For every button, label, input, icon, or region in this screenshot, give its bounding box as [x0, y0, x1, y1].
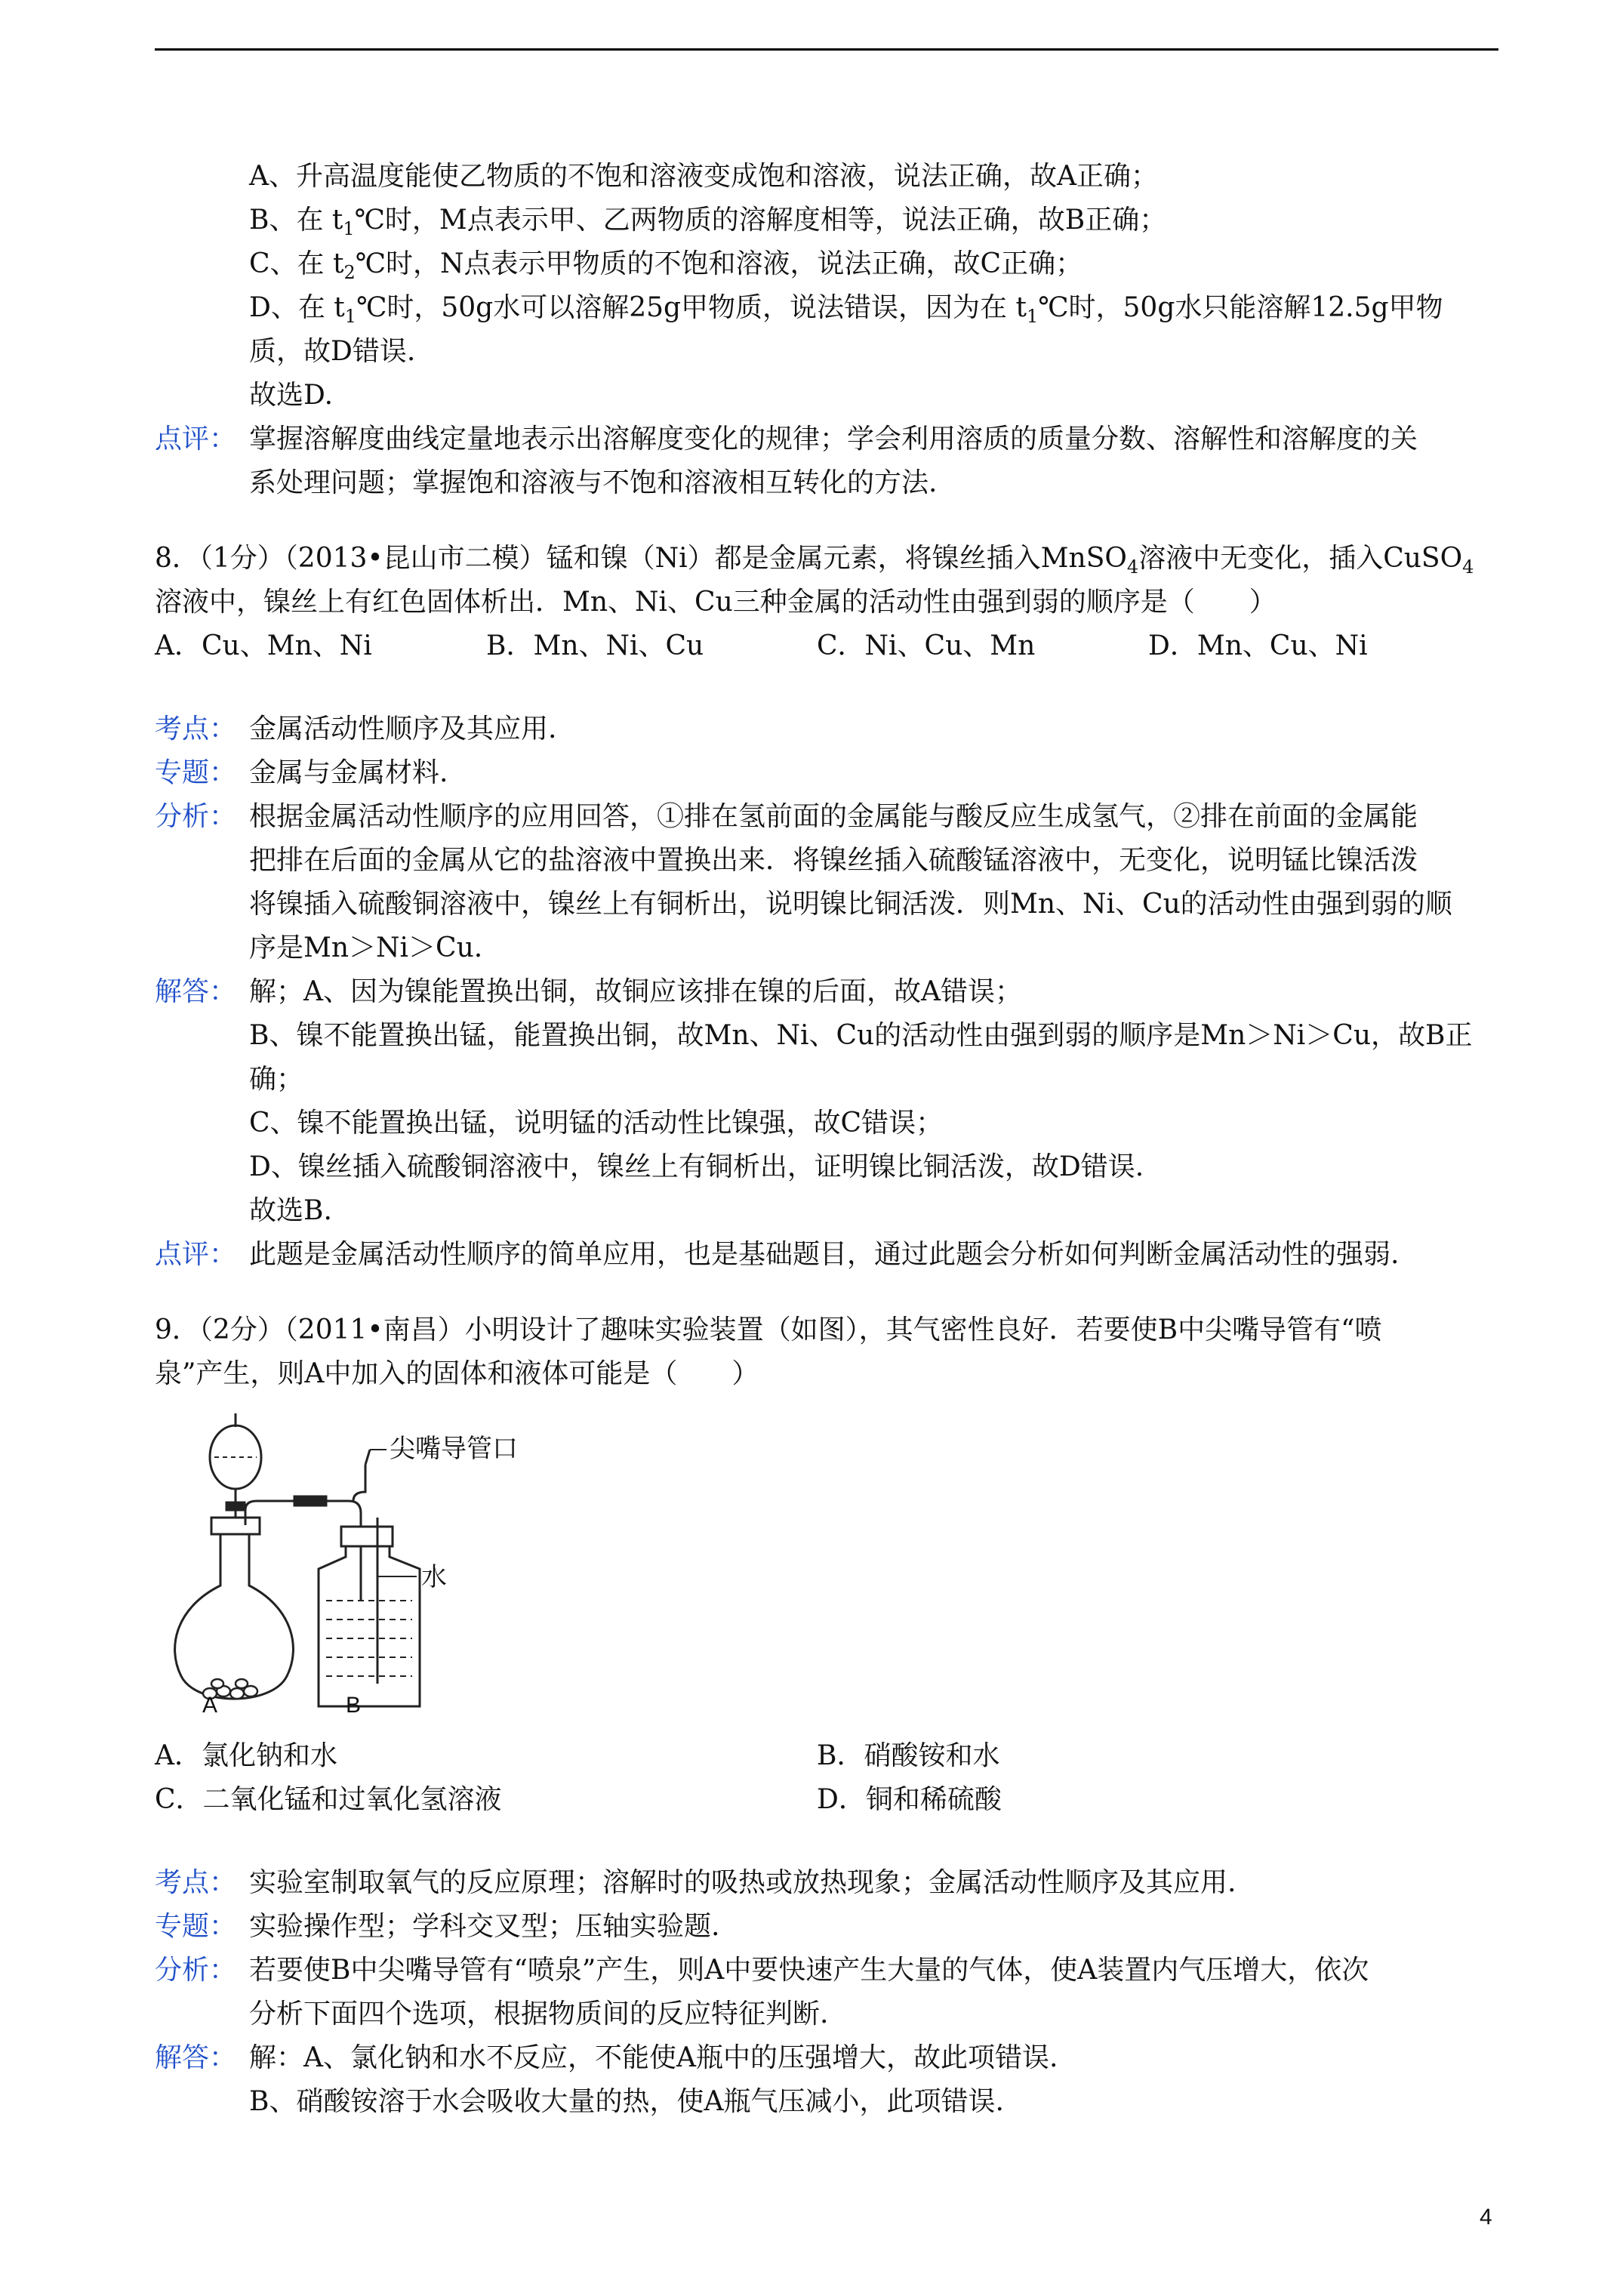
solution-line-d-cont: 质，故D错误.	[249, 336, 416, 367]
solution-line-c: C、在 $t_2℃$时，N点表示甲物质的不饱和溶液，说法正确，故C正确；	[249, 248, 1083, 283]
q9-jieda-label: 解答：	[155, 2042, 237, 2073]
q9-zhuanti: 实验操作型；学科交叉型；压轴实验题.	[249, 1911, 720, 1942]
solution-line-a: A、升高温度能使乙物质的不饱和溶液变成饱和溶液，说法正确，故A正确；	[249, 161, 1158, 192]
header-rule	[155, 48, 1498, 51]
q9-option-a: A．氯化钠和水	[155, 1740, 337, 1771]
solution-choice: 故选D.	[249, 380, 334, 411]
q8-stem-line-1: 8．（1分）（2013•昆山市二模）锰和镍（Ni）都是金属元素，将镍丝插入MnSO$_4$溶液中无变化，插入CuSO$_4$	[155, 543, 1474, 578]
label-b: B	[346, 1693, 362, 1718]
nozzle-label: 尖嘴导管口	[390, 1435, 518, 1463]
q8-jieda-line: 解；A、因为镍能置换出铜，故铜应该排在镍的后面，故A错误；	[249, 976, 1022, 1007]
water-label: 水	[421, 1563, 447, 1592]
q8-jieda-label: 解答：	[155, 976, 237, 1007]
q8-zhuanti: 金属与金属材料.	[249, 757, 448, 788]
round-bottom-flask	[175, 1534, 294, 1699]
q8-fenxi-line: 把排在后面的金属从它的盐溶液中置换出来．将镍丝插入硫酸锰溶液中，无变化，说明锰比镍活泼	[249, 845, 1418, 876]
water-in-bottle	[326, 1601, 412, 1676]
comment-line-2: 系处理问题；掌握饱和溶液与不饱和溶液相互转化的方法.	[249, 467, 938, 498]
comment-label: 点评：	[155, 424, 237, 455]
page-number: 4	[1480, 2205, 1492, 2230]
q9-fenxi-label: 分析：	[155, 1955, 237, 1986]
q9-option-c: C．二氧化锰和过氧化氢溶液	[155, 1784, 502, 1815]
flask-stopper	[211, 1518, 260, 1534]
q8-jieda-line: C、镍不能置换出锰，说明锰的活动性比镍强，故C错误；	[249, 1108, 944, 1139]
q9-stem-line-2: 泉”产生，则A中加入的固体和液体可能是（ ）	[155, 1358, 759, 1389]
q8-fenxi-line: 根据金属活动性顺序的应用回答，①排在氢前面的金属能与酸反应生成氢气，②排在前面的金属能	[249, 801, 1418, 832]
q8-option-b: B．Mn、Ni、Cu	[486, 630, 704, 661]
q8-option-d: D．Mn、Cu、Ni	[1148, 630, 1368, 661]
bottle-b	[319, 1546, 420, 1706]
q8-fenxi-line: 序是Mn＞Ni＞Cu.	[249, 932, 483, 963]
q8-option-a: A．Cu、Mn、Ni	[155, 630, 372, 661]
q8-dianping-label: 点评：	[155, 1239, 237, 1270]
q8-jieda-line: 确；	[249, 1064, 304, 1095]
fountain-apparatus-figure	[151, 1404, 544, 1721]
solution-line-b: B、在 $t_1℃$时，M点表示甲、乙两物质的溶解度相等，说法正确，故B正确；	[249, 205, 1167, 239]
q9-zhuanti-label: 专题：	[155, 1911, 237, 1942]
q9-option-d: D．铜和稀硫酸	[817, 1784, 1002, 1815]
bottle-stopper	[341, 1527, 393, 1546]
q9-kaodian-label: 考点：	[155, 1867, 237, 1898]
q9-fenxi-line: 分析下面四个选项，根据物质间的反应特征判断.	[249, 1999, 829, 2029]
q8-dianping: 此题是金属活动性顺序的简单应用，也是基础题目，通过此题会分析如何判断金属活动性的强弱.	[249, 1239, 1400, 1270]
solution-line-d: D、在 $t_1℃$时，50g水可以溶解25g甲物质，说法错误，因为在 $t_1℃$时，50g水只能溶解12.5g甲物	[249, 292, 1443, 327]
q8-option-c: C．Ni、Cu、Mn	[817, 630, 1036, 661]
q8-stem-line-2: 溶液中，镍丝上有红色固体析出．Mn、Ni、Cu三种金属的活动性由强到弱的顺序是（ ）	[155, 587, 1277, 618]
q8-jieda-line: D、镍丝插入硫酸铜溶液中，镍丝上有铜析出，证明镍比铜活泼，故D错误.	[249, 1151, 1144, 1182]
q9-jieda-line: B、硝酸铵溶于水会吸收大量的热，使A瓶气压减小，此项错误.	[249, 2086, 1004, 2117]
q9-jieda-line: 解：A、氯化钠和水不反应，不能使A瓶中的压强增大，故此项错误.	[249, 2042, 1058, 2073]
q9-option-b: B．硝酸铵和水	[817, 1740, 1000, 1771]
comment-line-1: 掌握溶解度曲线定量地表示出溶解度变化的规律；学会利用溶质的质量分数、溶解性和溶解度的关	[249, 424, 1418, 455]
label-a: A	[202, 1693, 218, 1718]
q8-jieda-line: B、镍不能置换出锰，能置换出铜，故Mn、Ni、Cu的活动性由强到弱的顺序是Mn＞Ni＞Cu，故B正	[249, 1020, 1473, 1051]
q8-jieda-line: 故选B.	[249, 1195, 332, 1226]
q9-kaodian: 实验室制取氧气的反应原理；溶解时的吸热或放热现象；金属活动性顺序及其应用.	[249, 1867, 1236, 1898]
q8-zhuanti-label: 专题：	[155, 757, 237, 788]
q8-kaodian: 金属活动性顺序及其应用.	[249, 713, 557, 744]
q8-fenxi-label: 分析：	[155, 801, 237, 832]
q8-kaodian-label: 考点：	[155, 713, 237, 744]
q9-stem-line-1: 9．（2分）（2011•南昌）小明设计了趣味实验装置（如图），其气密性良好．若要使B中尖嘴导管有“喷	[155, 1314, 1382, 1345]
q8-fenxi-line: 将镍插入硫酸铜溶液中，镍丝上有铜析出，说明镍比铜活泼．则Mn、Ni、Cu的活动性由强到弱的顺	[249, 889, 1452, 920]
q9-fenxi-line: 若要使B中尖嘴导管有“喷泉”产生，则A中要快速产生大量的气体，使A装置内气压增大，依次	[249, 1955, 1369, 1986]
